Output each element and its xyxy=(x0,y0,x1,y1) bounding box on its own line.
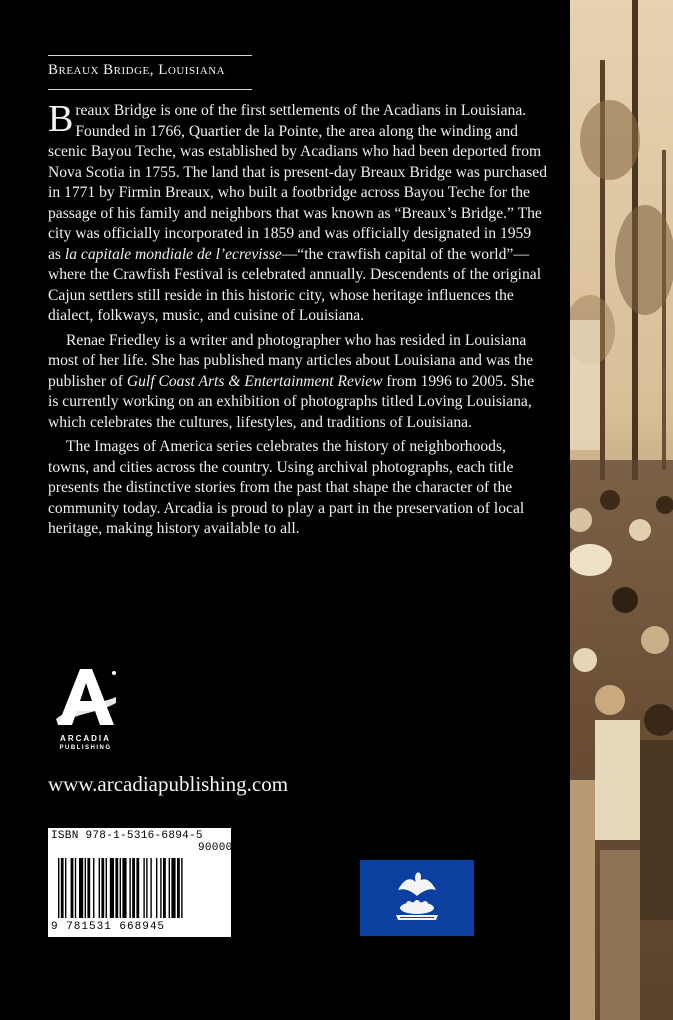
history-text-start: reaux Bridge is one of the first settlements of the Acadians in Louisiana. Founded in 1766, Quartier de la Pointe, the area along the winding and scenic Bayou Teche, was established by Acadians who had been deported from Nova Scotia in 1755. The land that is present-day Breaux Bridge was purchased in 1771 by Firmin Breaux, who built a footbridge across Bayou Teche for the passage of his family and neighbors that was known as “Breaux’s Bridge.” The city was officially incorporated in 1859 and was officially designated in 1959 as xyxy=(48,102,548,263)
description-text xyxy=(48,98,548,544)
paragraph-history xyxy=(48,98,548,327)
price-code: 90000 xyxy=(198,842,233,854)
location-heading: Breaux Bridge, Louisiana xyxy=(48,62,226,78)
arcadia-a-logo-icon xyxy=(48,661,123,733)
arcadia-logo xyxy=(48,661,123,760)
top-rule xyxy=(48,55,252,56)
crowd-photo-illustration-icon xyxy=(570,0,673,1020)
barcode-digits: 9 781531 668945 xyxy=(51,921,166,933)
isbn-text: ISBN 978-1-5316-6894-5 xyxy=(51,830,203,842)
author-text-start: Renae Friedley is a writer and photographer who has resided in Louisiana most of her life. She has published many articles about Louisiana and was the publisher of xyxy=(48,331,534,390)
publisher-url: www.arcadiapublishing.com xyxy=(48,772,289,796)
bottom-rule xyxy=(48,89,252,90)
louisiana-flag-pelican-icon xyxy=(360,860,474,936)
history-text-italic: la capitale mondiale de l’ecrevisse xyxy=(64,245,282,263)
paragraph-series: The Images of America series celebrates the history of neighborhoods, towns, and cities across the country. Using archival photographs, each title presents the distinctive stories from the past that shape the character of the community today. Arcadia is proud to play a part in the preservation of local heritage, making history available to all. xyxy=(48,438,525,537)
drop-cap: B xyxy=(48,98,74,140)
logo-text-arcadia: ARCADIA xyxy=(60,734,111,743)
paragraph-author xyxy=(48,331,548,434)
history-text-end: —“the crawfish capital of the world”—where the Crawfish Festival is celebrated annually. Descendents of the original Cajun settlers still reside in this historic city, whose heritage influences the dialect, folkways, music, and cuisine of Louisiana. xyxy=(48,245,542,324)
logo-text-publishing: PUBLISHING xyxy=(59,745,112,751)
author-text-end: from 1996 to 2005. She is currently working on an exhibition of photographs titled Loving Louisiana, which celebrates the cultures, lifestyles, and traditions of Louisiana. xyxy=(48,372,535,431)
louisiana-flag xyxy=(360,860,474,936)
sepia-crowd-photo xyxy=(570,0,673,1020)
author-text-italic: Gulf Coast Arts & Entertainment Review xyxy=(126,372,383,390)
isbn-barcode xyxy=(48,828,231,937)
